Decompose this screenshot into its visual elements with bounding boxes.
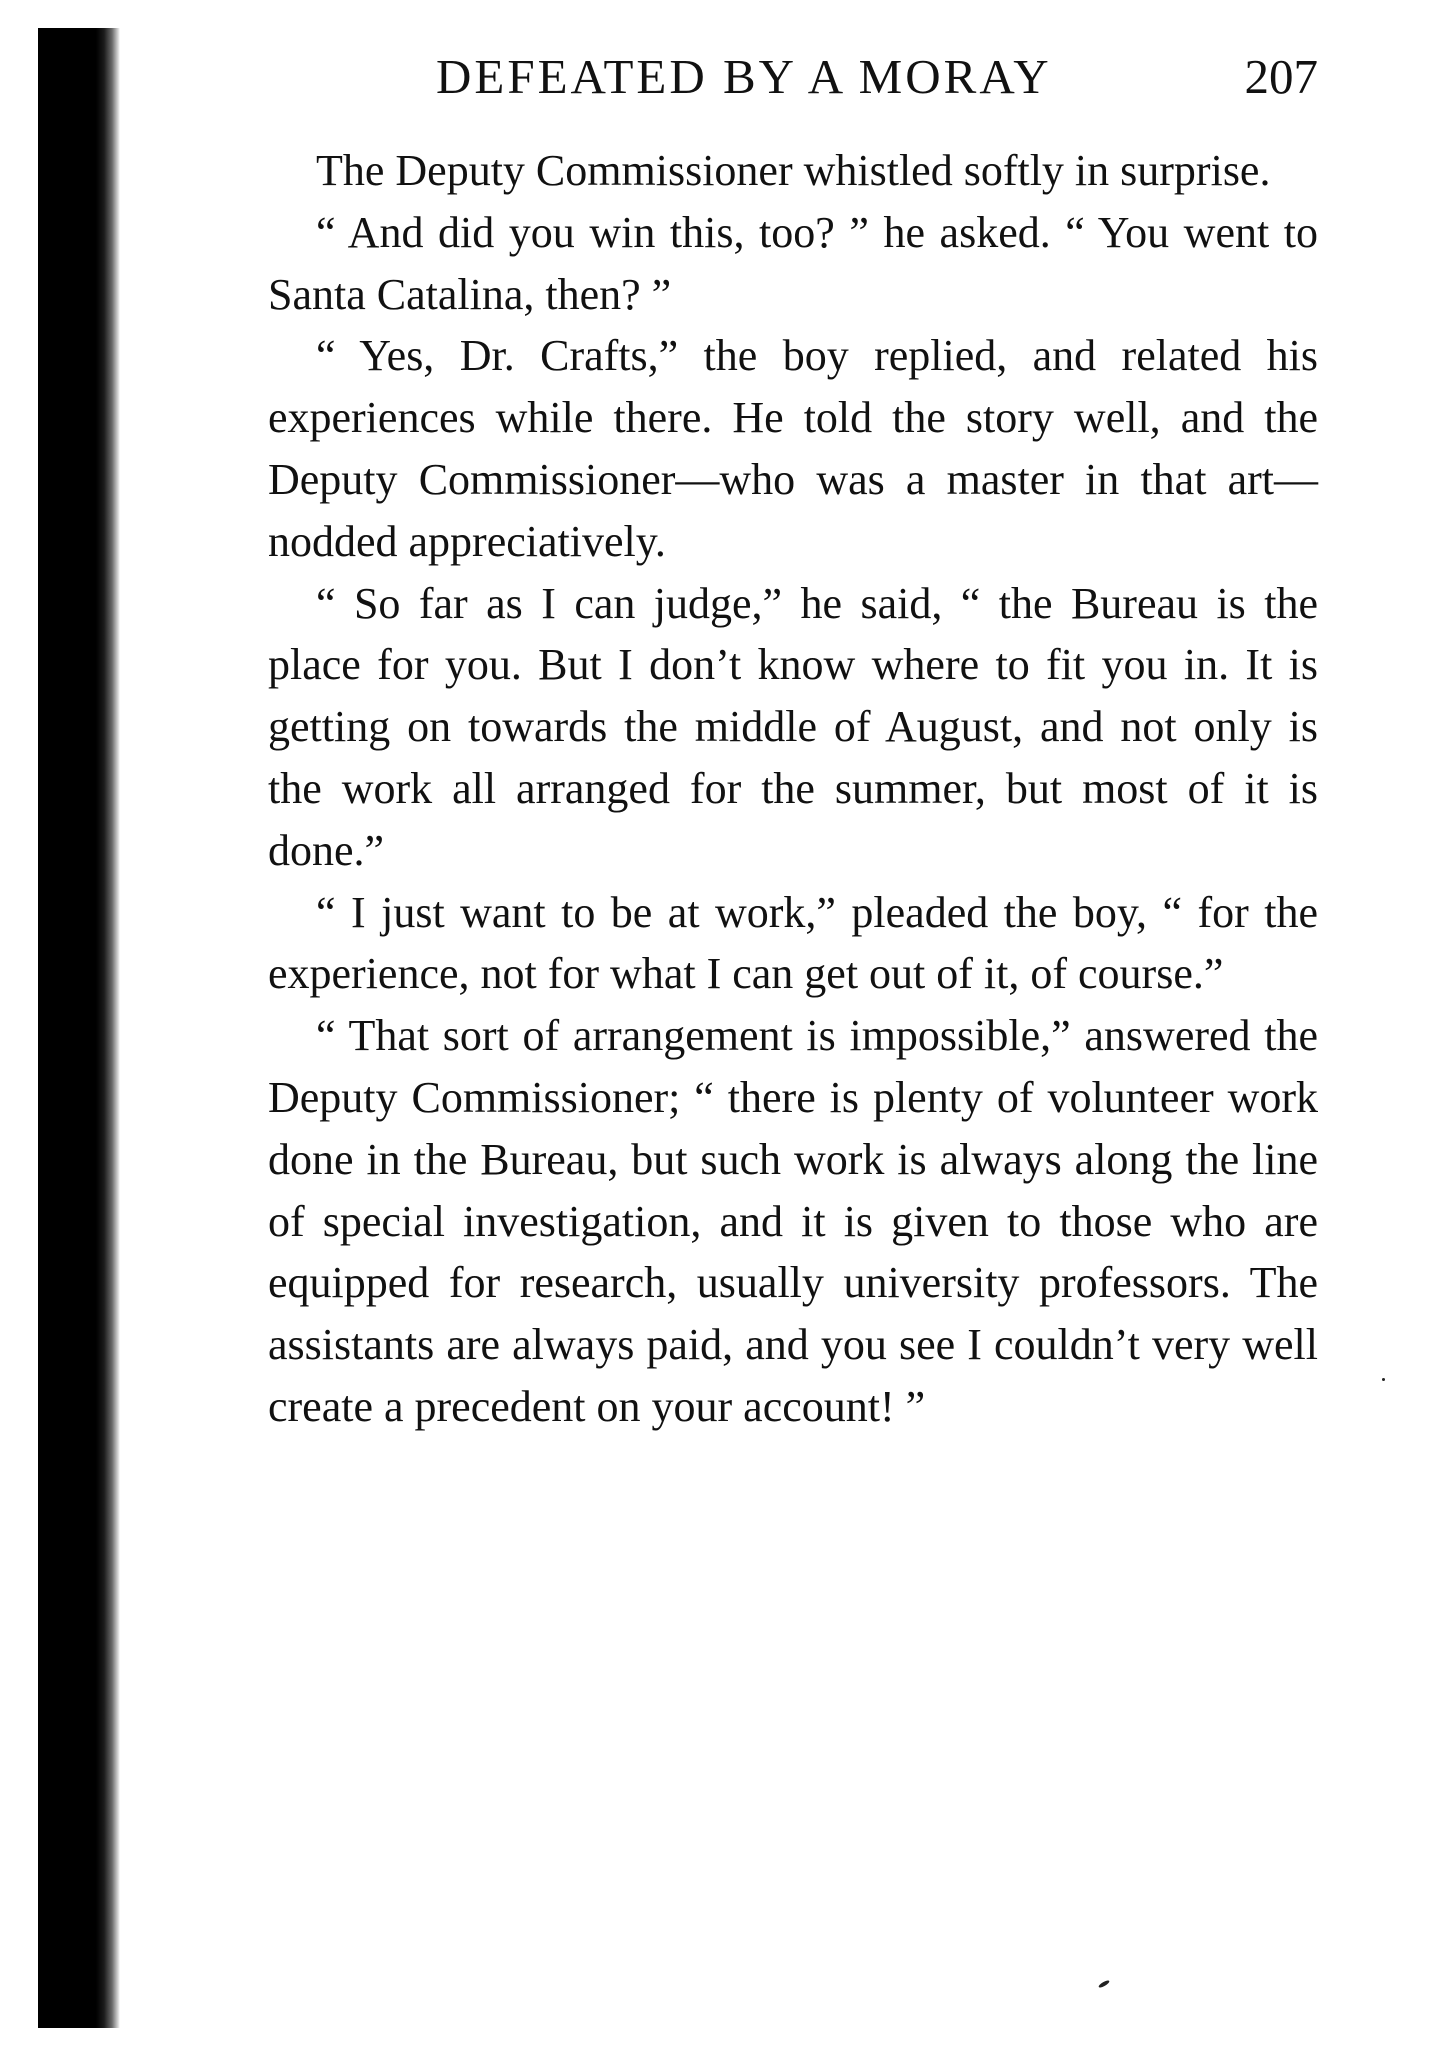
page-speck [1098,1979,1110,1988]
paragraph: “ I just want to be at work,” pleaded the boy, “ for the experience, not for what I can get out of it, of course.” [268,887,1318,999]
page-number: 207 [1244,49,1318,104]
book-binding-shadow [38,28,120,2028]
page-speck [1382,1378,1385,1381]
body-text [268,140,1318,1438]
paragraph: “ That sort of arrangement is impossible,” answered the Deputy Commissioner; “ there is plenty of volunteer work done in the Bureau, but such work is always along the line of special investigation, and it is given to those who are equipped for research, usually university professors. The assistants are always paid, and you see I couldn’t very well create a precedent on your account! ” [268,1011,1318,1431]
running-header [268,48,1318,118]
running-title: DEFEATED BY A MORAY [436,49,1052,104]
paragraph: “ So far as I can judge,” he said, “ the Bureau is the place for you. But I don’t know where to fit you in. It is getting on towards the middle of August, and not only is the work all arranged for the summer, but most of it is done.” [268,578,1318,875]
paragraph: The Deputy Commissioner whistled softly in surprise. [316,146,1271,195]
paragraph: “ Yes, Dr. Crafts,” the boy replied, and related his experiences while there. He told the story well, and the Deputy Commissioner—who was a master in that art—nodded appreciatively. [268,331,1318,566]
paragraph: “ And did you win this, too? ” he asked. “ You went to Santa Catalina, then? ” [268,207,1318,319]
